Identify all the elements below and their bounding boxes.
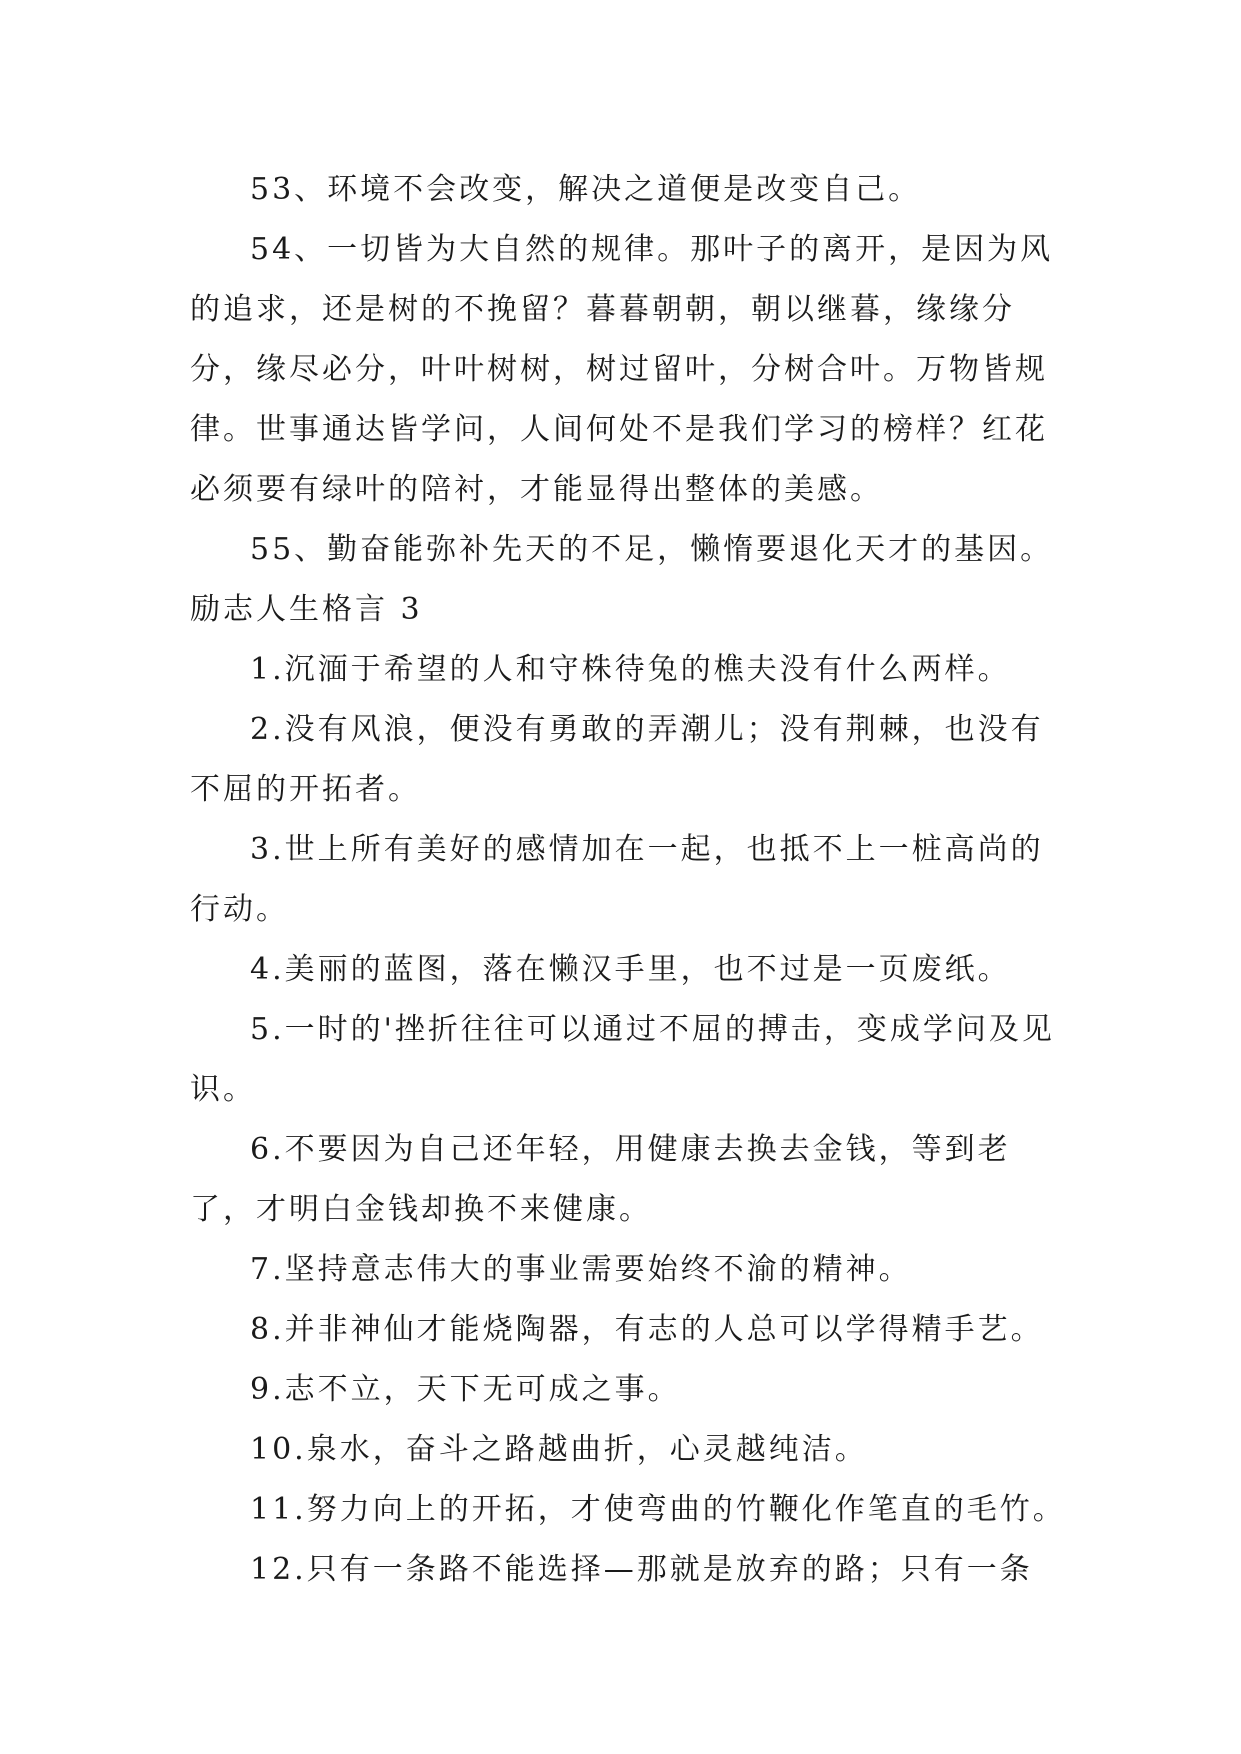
quote-item: 10.泉水，奋斗之路越曲折，心灵越纯洁。 [250, 1432, 868, 1467]
quote-item: 12.只有一条路不能选择—那就是放弃的路；只有一条 [250, 1552, 1033, 1587]
quote-item: 8.并非神仙才能烧陶器，有志的人总可以学得精手艺。 [250, 1312, 1044, 1347]
quote-item: 11.努力向上的开拓，才使弯曲的竹鞭化作笔直的毛竹。 [250, 1492, 1066, 1527]
paragraph-55: 55、勤奋能弥补先天的不足，懒惰要退化天才的基因。 [250, 532, 1054, 567]
quote-item: 7.坚持意志伟大的事业需要始终不渝的精神。 [250, 1252, 912, 1287]
quote-item: 9.志不立，天下无可成之事。 [250, 1372, 681, 1407]
quote-item: 2.没有风浪，便没有勇敢的弄潮儿；没有荆棘，也没有不屈的开拓者。 [190, 712, 1044, 807]
quote-item: 1.沉湎于希望的人和守株待兔的樵夫没有什么两样。 [250, 652, 1011, 687]
document-body [190, 160, 1070, 1600]
quote-item: 6.不要因为自己还年轻，用健康去换去金钱，等到老了，才明白金钱却换不来健康。 [190, 1132, 1011, 1227]
quote-item: 3.世上所有美好的感情加在一起，也抵不上一桩高尚的行动。 [190, 832, 1044, 927]
paragraph-53: 53、环境不会改变，解决之道便是改变自己。 [250, 172, 922, 207]
section-title: 励志人生格言 3 [190, 592, 423, 627]
paragraph-54: 54、一切皆为大自然的规律。那叶子的离开，是因为风的追求，还是树的不挽留？暮暮朝朝，朝以继暮，缘缘分分，缘尽必分，叶叶树树，树过留叶，分树合叶。万物皆规律。世事通达皆学问，人间何处不是我们学习的榜样？红花必须要有绿叶的陪衬，才能显得出整体的美感。 [190, 232, 1054, 507]
quote-item: 4.美丽的蓝图，落在懒汉手里，也不过是一页废纸。 [250, 952, 1011, 987]
quote-item: 5.一时的'挫折往往可以通过不屈的搏击，变成学问及见识。 [190, 1012, 1055, 1107]
